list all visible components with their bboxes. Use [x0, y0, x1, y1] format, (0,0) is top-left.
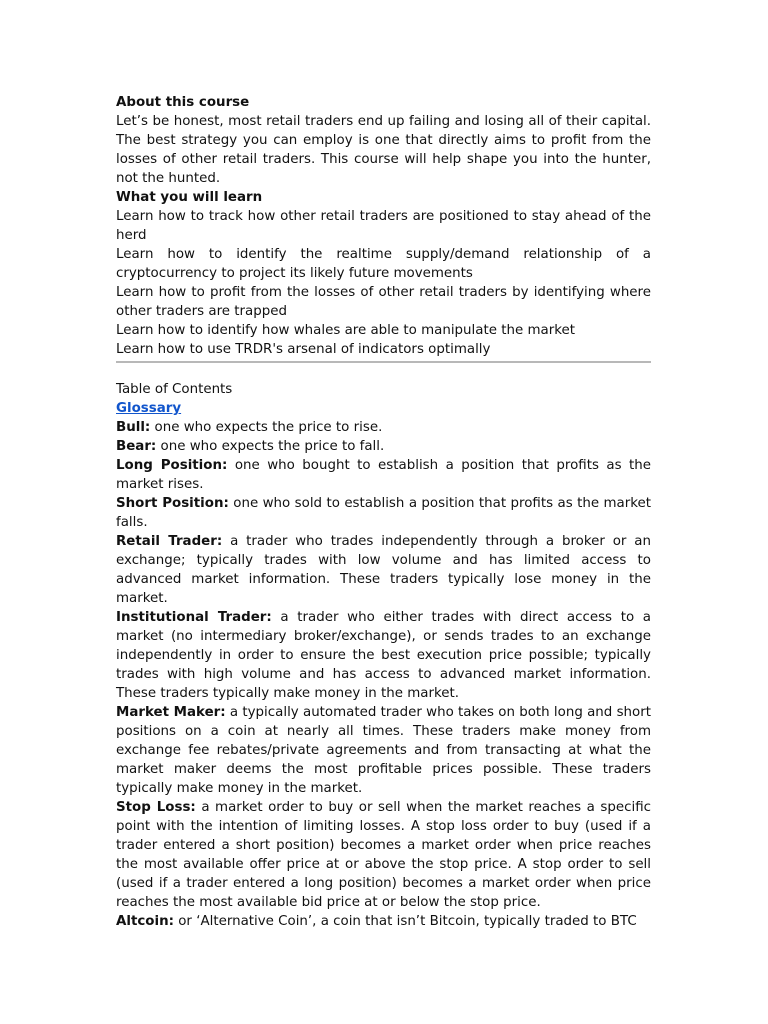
glossary-entry-market-maker: [116, 703, 651, 798]
glossary-definition: one who expects the price to fall.: [156, 439, 385, 454]
glossary-term: Stop Loss:: [116, 800, 196, 815]
glossary-term: Long Position:: [116, 458, 228, 473]
glossary-entry-long-position: [116, 456, 651, 494]
glossary-term: Bull:: [116, 420, 151, 435]
glossary-entry-bear: [116, 437, 651, 456]
glossary-definition: one who sold to establish a position that profits as the market falls.: [116, 496, 651, 530]
glossary-term: Altcoin:: [116, 914, 174, 929]
glossary-row: [116, 399, 651, 418]
glossary-entry-altcoin: [116, 912, 651, 931]
glossary-link[interactable]: Glossary: [116, 401, 182, 416]
glossary-entry-short-position: [116, 494, 651, 532]
glossary-definition: a market order to buy or sell when the market reaches a specific point with the intention of limiting losses. A stop loss order to buy (used if a trader entered a short position) becomes a market order when price reaches the most available offer price at or above the stop price. A stop order to sell (used if a trader entered a long position) becomes a market order when price reaches the most available bid price at or below the stop price.: [116, 800, 651, 910]
glossary-entry-retail-trader: [116, 532, 651, 608]
glossary-term: Market Maker:: [116, 705, 226, 720]
glossary-term: Institutional Trader:: [116, 610, 272, 625]
glossary-definition: or ‘Alternative Coin’, a coin that isn’t Bitcoin, typically traded to BTC: [173, 914, 637, 929]
toc-title: Table of Contents: [116, 382, 233, 397]
glossary-definition: a trader who trades independently through a broker or an exchange; typically trades with low volume and has limited access to advanced market information. These traders typically lose money in the market.: [116, 534, 651, 606]
glossary-definition: a typically automated trader who takes on both long and short positions on a coin at nearly all times. These traders make money from exchange fee rebates/private agreements and from transacting at what the market maker deems the most profitable prices possible. These traders typically make money in the market.: [116, 705, 651, 796]
glossary-definition: one who expects the price to rise.: [150, 420, 383, 435]
document-content: [116, 93, 651, 931]
about-heading: About this course: [116, 95, 250, 110]
learn-heading: What you will learn: [116, 190, 263, 205]
glossary-term: Retail Trader:: [116, 534, 223, 549]
glossary-definition: one who bought to establish a position that profits as the market rises.: [116, 458, 652, 492]
horizontal-divider: [116, 361, 651, 363]
about-body: Let’s be honest, most retail traders end up failing and losing all of their capital. The best strategy you can employ is one that directly aims to profit from the losses of other retail traders. This course will help shape you into the hunter, not the hunted.: [116, 114, 651, 186]
glossary-term: Bear:: [116, 439, 157, 454]
glossary-term: Short Position:: [116, 496, 229, 511]
learn-item: Learn how to profit from the losses of other retail traders by identifying where other traders are trapped: [116, 285, 651, 319]
learn-item: Learn how to identify how whales are able to manipulate the market: [116, 323, 575, 338]
glossary-entry-bull: [116, 418, 651, 437]
glossary-definition: a trader who either trades with direct access to a market (no intermediary broker/exchange), or sends trades to an exchange independently in order to ensure the best execution price possible; typically trades with high volume and has access to advanced market information. These traders typically make money in the market.: [116, 610, 651, 701]
glossary-entry-institutional-trader: [116, 608, 651, 703]
learn-item: Learn how to use TRDR's arsenal of indicators optimally: [116, 342, 491, 357]
learn-item: Learn how to identify the realtime supply/demand relationship of a cryptocurrency to project its likely future movements: [116, 247, 651, 281]
learn-item: Learn how to track how other retail traders are positioned to stay ahead of the herd: [116, 209, 651, 243]
glossary-entry-stop-loss: [116, 798, 651, 912]
